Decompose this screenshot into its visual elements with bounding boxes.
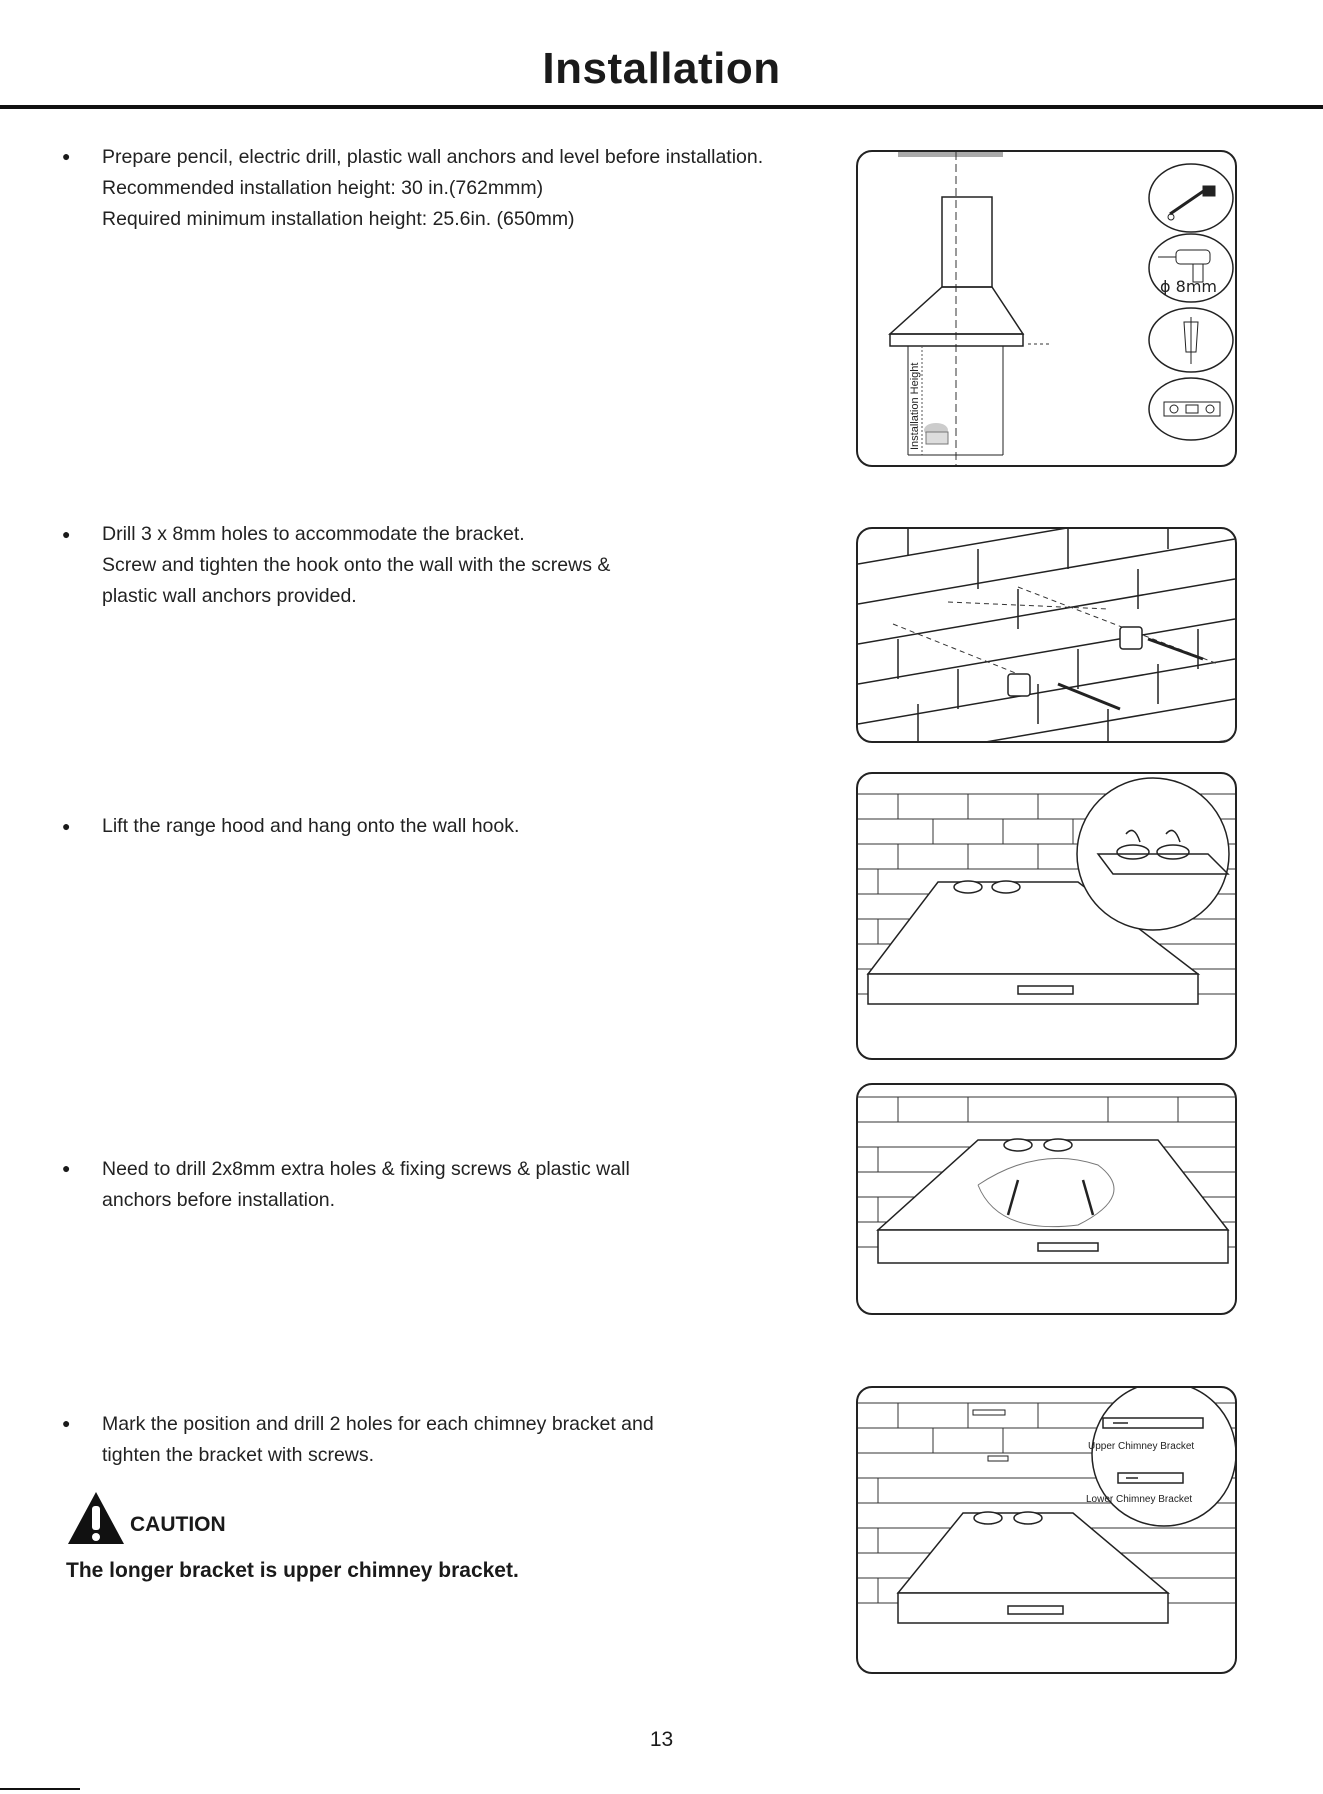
step-4-line: anchors before installation.	[102, 1189, 336, 1211]
step-4-text	[102, 1154, 630, 1216]
step-4-line: Need to drill 2x8mm extra holes & fixing screws & plastic wall	[102, 1158, 630, 1180]
hook-bracket	[1008, 627, 1142, 696]
bullet-icon: ●	[62, 1160, 71, 1176]
step-1-line: Required minimum installation height: 25.6in. (650mm)	[102, 208, 575, 230]
step-2-line: Screw and tighten the hook onto the wall with the screws &	[102, 554, 611, 576]
warning-icon	[66, 1490, 126, 1546]
figure-installation-height	[856, 150, 1237, 467]
figure-chimney-brackets	[856, 1386, 1237, 1674]
bullet-icon: ●	[62, 818, 71, 834]
installation-height-label: Installation Height	[909, 362, 921, 450]
range-hood	[878, 1139, 1228, 1263]
figure-hang-hood	[856, 772, 1237, 1060]
lower-bracket-label: Lower Chimney Bracket	[1086, 1494, 1193, 1505]
step-1-text	[102, 142, 763, 235]
figure-extra-holes	[856, 1083, 1237, 1315]
upper-bracket-label: Upper Chimney Bracket	[1088, 1441, 1195, 1452]
step-5-line: Mark the position and drill 2 holes for each chimney bracket and	[102, 1413, 654, 1435]
detail-zoom-circle	[1092, 1388, 1235, 1526]
caution-label: CAUTION	[130, 1513, 226, 1536]
bullet-icon: ●	[62, 148, 71, 164]
figure-wall-bracket	[856, 527, 1237, 743]
drill-size-label: ϕ 8mm	[1160, 277, 1217, 296]
page-title: Installation	[542, 44, 781, 93]
step-3-line: Lift the range hood and hang onto the wall hook.	[102, 815, 520, 837]
step-5-line: tighten the bracket with screws.	[102, 1444, 375, 1466]
step-1-line: Recommended installation height: 30 in.(762mmm)	[102, 177, 544, 199]
step-2-line: Drill 3 x 8mm holes to accommodate the bracket.	[102, 523, 525, 545]
step-2-text	[102, 519, 610, 612]
corner-mark	[0, 1788, 80, 1790]
range-hood	[898, 1512, 1168, 1623]
bullet-icon: ●	[62, 1415, 71, 1431]
title-divider	[0, 105, 1323, 109]
step-1-line: Prepare pencil, electric drill, plastic wall anchors and level before installation.	[102, 146, 764, 168]
page-number: 13	[649, 1728, 674, 1751]
bullet-icon: ●	[62, 526, 71, 542]
step-5-text	[102, 1409, 654, 1471]
step-2-line: plastic wall anchors provided.	[102, 585, 357, 607]
step-3-text	[102, 811, 519, 842]
caution-text: The longer bracket is upper chimney bracket.	[66, 1559, 519, 1582]
